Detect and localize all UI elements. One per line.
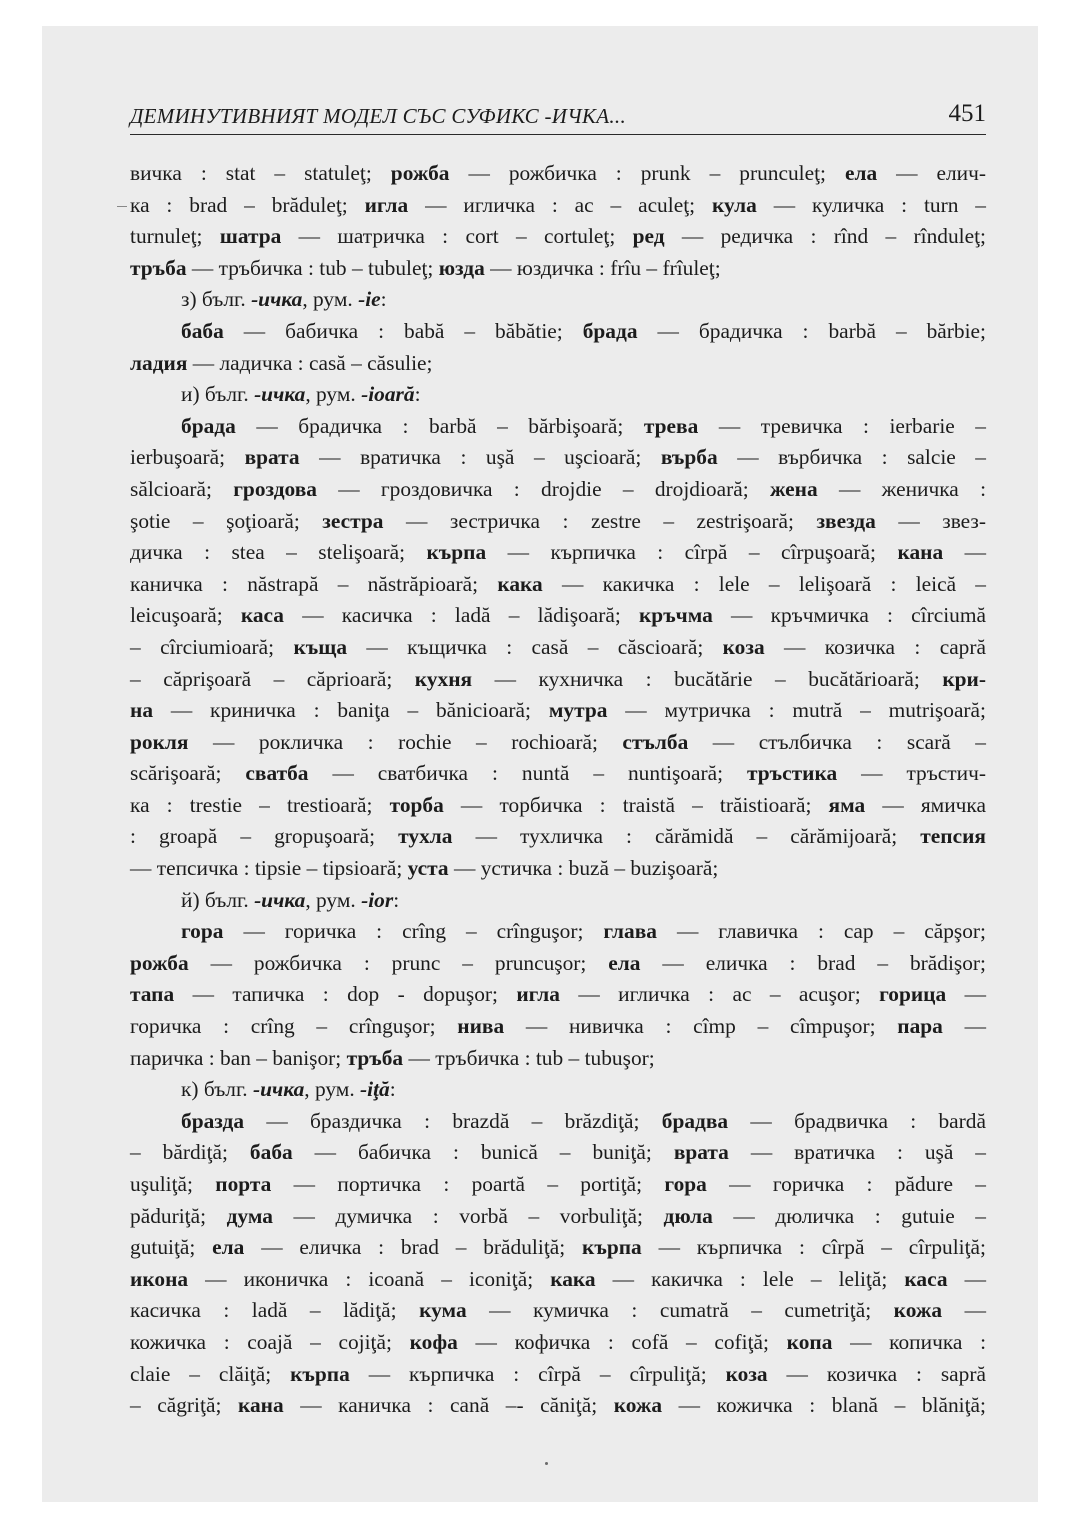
text-run: — иконичка : icoană – iconiţă; (188, 1266, 551, 1291)
text-run: — какичка : lele – leliţă; (595, 1266, 905, 1291)
text-run: — тръстич- (837, 761, 986, 786)
text-run: — шатричка : cort – cortuleţ; (281, 224, 633, 249)
text-run: касичка : ladă – lădiţă; (130, 1298, 420, 1323)
headword: гора (664, 1172, 707, 1196)
text-run: , рум. (305, 382, 362, 407)
text-run: gutuiţă; (130, 1235, 213, 1260)
headword: ладия (130, 350, 188, 375)
suffix: -ичка (253, 1077, 305, 1102)
headword: кърпа (290, 1361, 350, 1386)
text-line (130, 853, 986, 885)
text-run: sălcioară; (130, 476, 234, 501)
text-line (130, 885, 986, 917)
text-run: — козичка : sapră (767, 1361, 986, 1386)
text-run: : (389, 1077, 396, 1102)
text-run: — тухличка : cărămidă – cărămijoară; (452, 824, 921, 849)
headword: къща (293, 634, 348, 659)
suffix: -ичка (254, 887, 306, 912)
text-run: й) бълг. (181, 887, 255, 912)
text-run: — тревичка : ierbarie – (698, 413, 986, 438)
headword: игла (364, 192, 409, 217)
text-run: : (414, 382, 421, 407)
headword: трева (643, 413, 699, 438)
text-run: — рожбичка : prunc – pruncuşor; (188, 950, 609, 975)
headword: кана (237, 1393, 284, 1418)
headword: дума (226, 1203, 273, 1228)
headword: тепсия (920, 824, 986, 849)
headword: ред (632, 224, 665, 249)
text-run: — устичка : buză – buzişoară; (448, 856, 719, 881)
text-run: — горичка : crîng – crînguşor; (223, 919, 604, 944)
headword: ела (212, 1235, 245, 1260)
text-run: — куличка : turn – (756, 192, 986, 217)
text-run: к) бълг. (181, 1077, 254, 1102)
text-run: — тапичка : dop - dopuşor; (174, 982, 517, 1007)
book-page (42, 26, 1038, 1502)
text-run: – cîrciumioară; (130, 634, 294, 659)
text-line (130, 664, 986, 696)
suffix: -ioară (361, 382, 415, 407)
headword: дюла (663, 1203, 713, 1228)
text-run: — сватбичка : nuntă – nuntişoară; (308, 761, 747, 786)
text-run: , рум. (302, 287, 359, 312)
headword: тухла (398, 824, 453, 849)
text-run: — бабичка : bunică – buniţă; (292, 1140, 674, 1165)
text-run: — брадичка : barbă – bărbie; (637, 318, 986, 343)
text-run: — еличка : brad – brădişor; (640, 950, 986, 975)
text-line (130, 221, 986, 253)
text-run: кожичка : coajă – cojiţă; (130, 1329, 410, 1354)
text-run: вичка : stat – statuleţ; (130, 161, 391, 185)
text-run: — думичка : vorbă – vorbuliţă; (272, 1203, 664, 1228)
headword: кума (419, 1298, 467, 1323)
text-run: — еличка : brad – brăduliţă; (244, 1235, 583, 1260)
headword: гора (181, 919, 224, 944)
text-run: — брадичка : barbă – bărbişoară; (235, 413, 644, 438)
text-run: — ямичка (865, 792, 986, 817)
headword: икона (130, 1266, 189, 1291)
text-line (130, 1327, 986, 1359)
headword: уста (407, 856, 449, 881)
headword: каса (904, 1266, 948, 1291)
headword: брада (181, 413, 236, 438)
text-line (130, 758, 986, 790)
text-run: — тръбичка : tub – tubuleţ; (186, 255, 439, 280)
text-run: — торбичка : traistă – trăistioară; (443, 792, 829, 817)
text-run: — бабичка : babă – băbătie; (223, 318, 583, 343)
text-run: — редичка : rînd – rînduleţ; (664, 224, 987, 249)
headword: кръчма (638, 603, 713, 628)
running-title: ДЕМИНУТИВНИЯТ МОДЕЛ СЪС СУФИКС -ИЧКА... (130, 104, 626, 128)
headword: кака (550, 1266, 596, 1291)
text-run: — нивичка : cîmp – cîmpuşor; (504, 1014, 898, 1039)
headword: тапа (130, 982, 175, 1007)
headword: ела (608, 950, 641, 975)
text-run: — кумичка : cumatră – cumetriţă; (466, 1298, 894, 1323)
headword: баба (249, 1140, 293, 1165)
text-line (130, 1169, 986, 1201)
text-run: каничка : năstrapă – năstrăpioară; (130, 571, 498, 596)
headword: мутра (548, 698, 608, 723)
text-run: claie – clăiţă; (130, 1361, 291, 1386)
text-run: : (393, 887, 400, 912)
text-run: — копичка : (832, 1329, 987, 1354)
text-run: — криничка : baniţa – bănicioară; (153, 698, 549, 723)
body-text (130, 158, 986, 1422)
text-run: — кърпичка : cîrpă – cîrpuliţă; (641, 1235, 986, 1260)
text-line (130, 348, 986, 380)
headword: рокля (130, 729, 189, 754)
text-run: ка : brad – brăduleţ; (130, 192, 365, 217)
text-run: — кожичка : blană – blăniţă; (662, 1393, 986, 1418)
text-run: — главичка : cap – căpşor; (656, 919, 987, 944)
headword: гроздова (233, 476, 317, 501)
headword: тръстика (746, 761, 838, 786)
headword: врата (673, 1140, 729, 1165)
text-line (130, 474, 986, 506)
text-run: — какичка : lele – lelişoară : leică – (542, 571, 986, 596)
text-run: ierbuşoară; (130, 445, 245, 470)
headword: кърпа (582, 1235, 642, 1260)
text-run: — (943, 540, 986, 565)
headword: рожба (390, 161, 450, 185)
headword: горица (879, 982, 947, 1007)
headword: торба (389, 792, 444, 817)
text-line (130, 190, 986, 222)
text-run: uşuliţă; (130, 1172, 216, 1196)
text-run: – bărdiţă; (130, 1140, 250, 1165)
text-line (130, 1232, 986, 1264)
text-run: — (942, 1014, 986, 1039)
headword: шатра (219, 224, 282, 249)
text-line (130, 442, 986, 474)
headword: юзда (438, 255, 485, 280)
text-run: — рожбичка : prunk – prunculeţ; (449, 161, 845, 185)
text-line (130, 1074, 986, 1106)
text-line (130, 1295, 986, 1327)
text-line (130, 695, 986, 727)
text-run: — кофичка : cofă – cofiţă; (457, 1329, 787, 1354)
running-header (130, 100, 986, 135)
text-run: — кухничка : bucătărie – bucătărioară; (472, 666, 943, 691)
text-run: : groapă – gropuşoară; (130, 824, 399, 849)
text-run: — тръбичка : tub – tubuşor; (403, 1045, 655, 1070)
text-run: — ладичка : casă – căsulie; (187, 350, 433, 375)
headword: баба (181, 318, 224, 343)
text-run: ка : trestie – trestioară; (130, 792, 390, 817)
text-run: , рум. (304, 1077, 361, 1102)
headword: сватба (245, 761, 309, 786)
headword: копа (786, 1329, 833, 1354)
text-line (130, 1011, 986, 1043)
headword: тръба (346, 1045, 404, 1070)
headword: кри- (942, 666, 986, 691)
text-line (130, 1390, 986, 1422)
text-run: — (946, 982, 986, 1007)
text-line (130, 379, 986, 411)
margin-mark (117, 206, 127, 207)
text-line (130, 506, 986, 538)
headword: жена (769, 476, 818, 501)
suffix: -iţă (360, 1077, 390, 1102)
headword: кожа (613, 1393, 663, 1418)
text-line (130, 284, 986, 316)
suffix: -ичка (251, 287, 303, 312)
text-line (130, 253, 986, 285)
text-run: — стълбичка : scară – (688, 729, 986, 754)
text-run: паричка : ban – banişor; (130, 1045, 347, 1070)
page-number: 451 (948, 100, 986, 127)
text-run: — дюличка : gutuie – (712, 1203, 987, 1228)
headword: на (130, 698, 154, 723)
headword: бразда (181, 1108, 245, 1133)
headword: коза (722, 634, 765, 659)
headword: каса (240, 603, 284, 628)
text-run: — (942, 1298, 986, 1323)
text-line (130, 1106, 986, 1138)
headword: порта (215, 1172, 272, 1196)
text-run: — звез- (875, 508, 986, 533)
text-run: turnuleţ; (130, 224, 220, 249)
text-line (130, 1043, 986, 1075)
headword: върба (660, 445, 718, 470)
suffix: -ичка (254, 382, 306, 407)
text-run: , рум. (305, 887, 362, 912)
headword: кана (897, 540, 944, 565)
headword: нива (457, 1014, 505, 1039)
text-run: з) бълг. (181, 287, 252, 312)
text-run: — върбичка : salcie – (717, 445, 987, 470)
text-run: — игличка : ac – acuşor; (560, 982, 880, 1007)
headword: брада (582, 318, 638, 343)
text-line (130, 1359, 986, 1391)
text-run: — женичка : (817, 476, 987, 501)
text-line (130, 727, 986, 759)
text-line (130, 1264, 986, 1296)
text-line (130, 979, 986, 1011)
headword: тръба (130, 255, 187, 280)
text-run: — вратичка : uşă – uşcioară; (299, 445, 661, 470)
headword: кожа (893, 1298, 943, 1323)
headword: брадва (661, 1108, 729, 1133)
text-run: — вратичка : uşă – (728, 1140, 986, 1165)
text-line (130, 411, 986, 443)
text-run: — каничка : cană –- căniţă; (283, 1393, 614, 1418)
text-line (130, 600, 986, 632)
headword: яма (828, 792, 866, 817)
text-line (130, 1137, 986, 1169)
text-run: — игличка : ac – aculeţ; (408, 192, 712, 217)
text-run: scărişoară; (130, 761, 246, 786)
text-run: — козичка : capră (764, 634, 986, 659)
text-run: дичка : stea – stelişoară; (130, 540, 427, 565)
text-run: – căprişoară – căprioară; (130, 666, 415, 691)
text-run: — (947, 1266, 987, 1291)
text-run: — кръчмичка : cîrciumă (712, 603, 986, 628)
text-run: : (380, 287, 387, 312)
text-run: — елич- (877, 161, 986, 185)
headword: рожба (130, 950, 189, 975)
text-run: — гроздовичка : drojdie – drojdioară; (316, 476, 770, 501)
paper-speck (545, 1462, 548, 1465)
text-run: — юздичка : frîu – frîuleţ; (484, 255, 721, 280)
text-run: — касичка : ladă – lădişoară; (284, 603, 639, 628)
suffix: -ie (358, 287, 381, 312)
text-run: — горичка : pădure – (706, 1172, 986, 1196)
headword: ела (844, 161, 878, 185)
text-run: горичка : crîng – crînguşor; (130, 1014, 458, 1039)
headword: кака (497, 571, 543, 596)
text-run: — къщичка : casă – căscioară; (347, 634, 723, 659)
headword: кухня (414, 666, 473, 691)
headword: зестра (322, 508, 384, 533)
text-line (130, 569, 986, 601)
suffix: -ior (361, 887, 394, 912)
text-run: păduriţă; (130, 1203, 227, 1228)
text-run: — рокличка : rochie – rochioară; (188, 729, 623, 754)
text-run: — портичка : poartă – portiţă; (271, 1172, 665, 1196)
text-run: — брадвичка : bardă (728, 1108, 986, 1133)
text-line (130, 948, 986, 980)
headword: кофа (409, 1329, 458, 1354)
text-run: – căgriţă; (130, 1393, 238, 1418)
headword: кърпа (426, 540, 487, 565)
text-run: — браздичка : brazdă – brăzdiţă; (244, 1108, 662, 1133)
text-line (130, 1201, 986, 1233)
headword: врата (244, 445, 300, 470)
headword: стълба (622, 729, 689, 754)
text-run: şotie – şoţioară; (130, 508, 323, 533)
headword: игла (516, 982, 561, 1007)
headword: коза (725, 1361, 768, 1386)
text-line (130, 916, 986, 948)
text-line (130, 632, 986, 664)
text-run: — тепсичка : tipsie – tipsioară; (130, 856, 408, 881)
text-run: leicuşoară; (130, 603, 241, 628)
text-line (130, 537, 986, 569)
text-line (130, 790, 986, 822)
text-run: — мутричка : mutră – mutrişoară; (607, 698, 986, 723)
text-run: и) бълг. (181, 382, 255, 407)
text-run: — зестричка : zestre – zestrişoară; (383, 508, 817, 533)
text-line (130, 316, 986, 348)
headword: кула (711, 192, 757, 217)
text-line (130, 158, 986, 190)
headword: пара (897, 1014, 943, 1039)
text-line (130, 821, 986, 853)
text-run: — кърпичка : cîrpă – cîrpuliţă; (349, 1361, 726, 1386)
headword: звезда (816, 508, 876, 533)
text-run: — кърпичка : cîrpă – cîrpuşoară; (486, 540, 898, 565)
headword: глава (603, 919, 657, 944)
